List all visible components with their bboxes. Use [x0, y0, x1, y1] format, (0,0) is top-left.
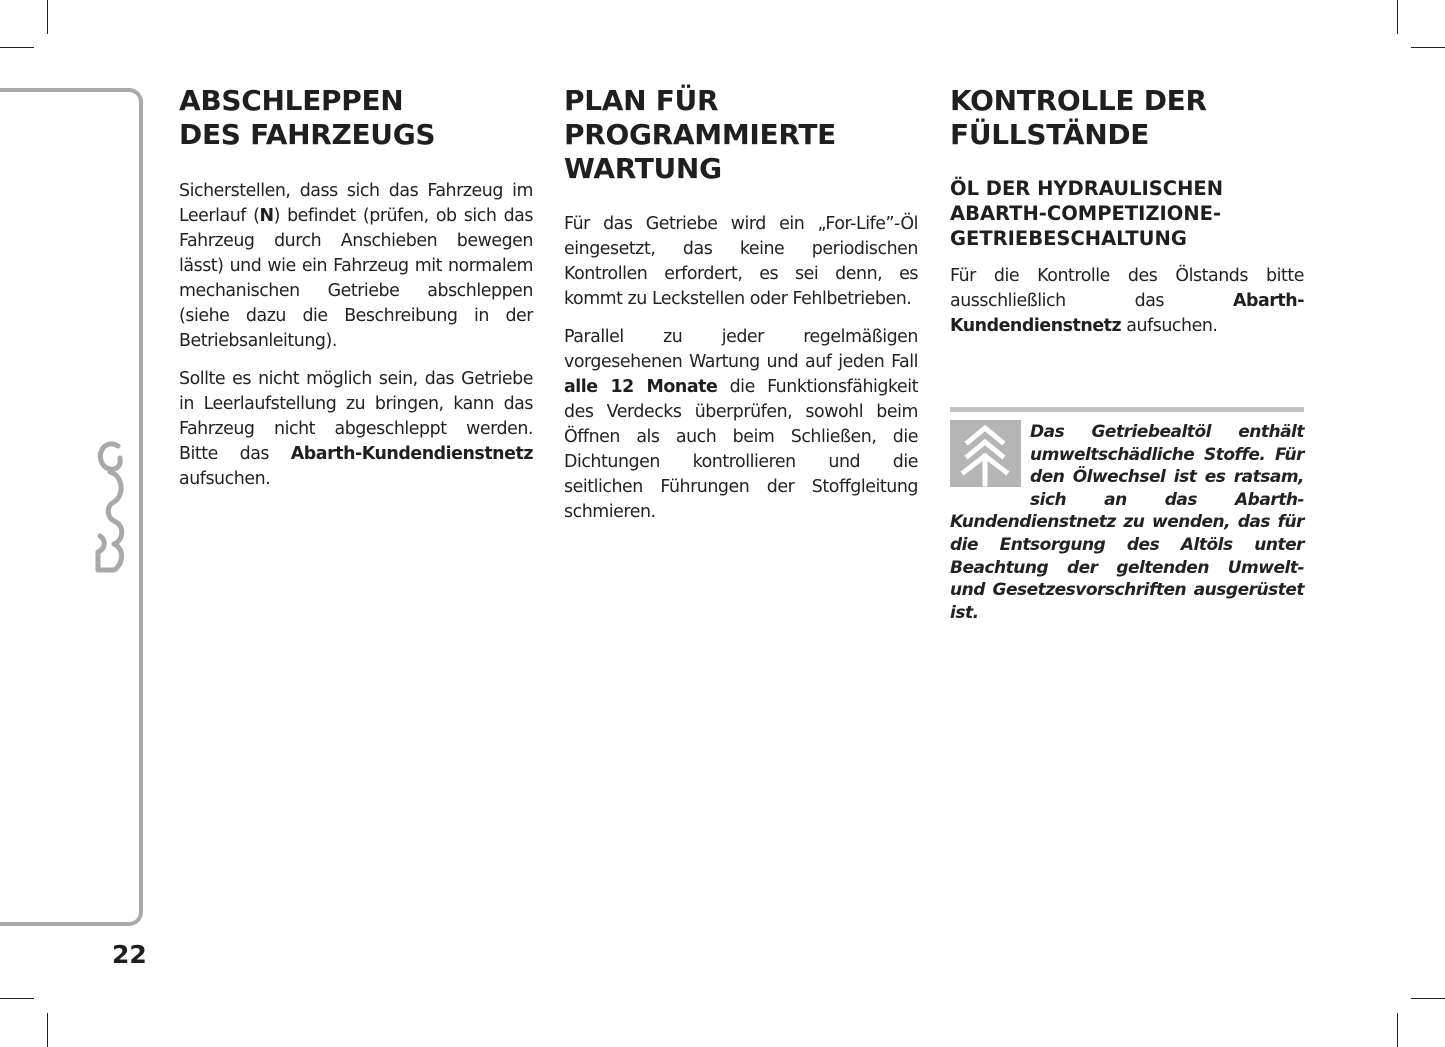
section-heading-fluid-levels [950, 84, 1304, 152]
paragraph: Parallel zu jeder regelmäßigen vorgesehenen Wartung und auf jeden Fall alle 12 Monate die Funktionsfähigkeit des Verdecks überprüfen, sowohl beim Öffnen als auch beim Schließen, die Dichtungen kontrollieren und die seitlichen Führungen der Stoffgleitung schmieren. [564, 327, 918, 522]
crop-mark [1397, 0, 1398, 34]
column-towing [179, 84, 533, 492]
page-number: 22 [112, 940, 147, 969]
column-maintenance [564, 84, 918, 525]
brand-500-logo-icon [84, 432, 134, 582]
paragraph: Sicherstellen, dass sich das Fahrzeug im Leerlauf (N) befindet (prüfen, ob sich das Fahrzeug durch Anschieben bewegen lässt) und wie ein Fahrzeug mit normalem mechanischen Getriebe abschleppen (siehe dazu die Beschreibung in der Betriebsanleitung). [179, 181, 533, 351]
environment-note: Das Getriebealtöl enthält umweltschädliche Stoffe. Für den Ölwechsel ist es ratsam, sich an das Abarth-Kundendienstnetz zu wenden, das für die Entsorgung des Altöls unter Beachtung der geltenden Umwelt- und Gesetzesvorschriften ausgerüstet ist. [950, 422, 1304, 623]
heading-line: FÜLLSTÄNDE [950, 118, 1150, 151]
section-heading-towing [179, 84, 533, 152]
section-heading-maintenance [564, 84, 918, 186]
crop-mark [0, 47, 34, 48]
heading-line: WARTUNG [564, 152, 722, 185]
heading-line: PLAN FÜR [564, 84, 719, 117]
crop-mark [47, 0, 48, 34]
crop-mark [1411, 998, 1445, 999]
subheading-hydraulic-oil: ÖL DER HYDRAULISCHEN ABARTH-COMPETIZIONE- GETRIEBESCHALTUNG [950, 177, 1224, 250]
paragraph: Für die Kontrolle des Ölstands bitte ausschließlich das Abarth-Kundendienstnetz aufsuchen. [950, 266, 1304, 336]
crop-mark [1397, 1013, 1398, 1047]
column-fluid-levels [950, 84, 1304, 339]
crop-mark [0, 998, 34, 999]
crop-mark [1411, 47, 1445, 48]
paragraph: Sollte es nicht möglich sein, das Getriebe in Leerlaufstellung zu bringen, kann das Fahrzeug nicht abgeschleppt werden. Bitte das Abarth-Kundendienstnetz aufsuchen. [179, 369, 533, 489]
paragraph: Für das Getriebe wird ein „For-Life”-Öl eingesetzt, das keine periodischen Kontrollen erfordert, es sei denn, es kommt zu Leckstellen oder Fehlbetrieben. [564, 214, 918, 309]
heading-line: KONTROLLE DER [950, 84, 1207, 117]
note-divider [950, 407, 1304, 412]
crop-mark [47, 1013, 48, 1047]
heading-line: PROGRAMMIERTE [564, 118, 836, 151]
heading-line: ABSCHLEPPEN [179, 84, 404, 117]
heading-line: DES FAHRZEUGS [179, 118, 436, 151]
